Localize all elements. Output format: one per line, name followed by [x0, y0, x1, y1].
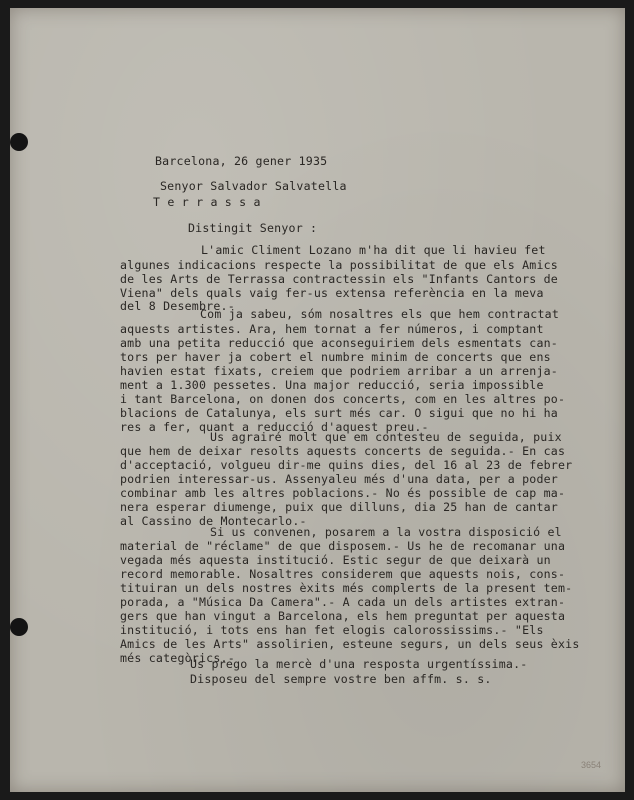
body-line: nera esperar diumenge, puix que dilluns, dia 25 han de cantar	[120, 500, 558, 514]
body-line: Com ja sabeu, sóm nosaltres els que hem contractat	[200, 307, 560, 321]
body-line: algunes indicacions respecte la possibilitat de que els Amics	[120, 258, 558, 272]
recipient-city: T e r r a s s a	[153, 195, 261, 209]
body-line: combinar amb les altres poblacions.- No és possible de cap ma-	[120, 486, 566, 500]
body-line: porada, a "Música Da Camera".- A cada un dels artistes extran-	[120, 595, 566, 609]
body-line: blacions de Catalunya, els surt més car. O sigui que no hi ha	[120, 406, 558, 420]
body-line: al Cassino de Montecarlo.-	[120, 514, 307, 528]
typed-letter	[10, 8, 625, 792]
body-line: gers que han vingut a Barcelona, els hem preguntat per aquesta	[120, 609, 566, 623]
body-line: d'acceptació, volgueu dir-me quins dies, del 16 al 23 de febrer	[120, 458, 573, 472]
body-line: ment a 1.300 pessetes. Una major reducció, seria impossible	[120, 378, 544, 392]
body-line: institució, i tots ens han fet elogis calorossissims.- "Els	[120, 623, 544, 637]
salutation: Distingit Senyor :	[188, 221, 318, 235]
letter-sheet	[10, 8, 625, 792]
body-line: de les Arts de Terrassa contractessin els "Infants Cantors de	[120, 272, 558, 286]
body-line: aquests artistes. Ara, hem tornat a fer números, i comptant	[120, 322, 544, 336]
body-line: Si us convenen, posarem a la vostra disposició el	[210, 525, 562, 539]
letter-date: Barcelona, 26 gener 1935	[155, 154, 328, 168]
body-line: del 8 Desembre.-	[120, 299, 235, 313]
body-line: i tant Barcelona, on donen dos concerts, com en les altres po-	[120, 392, 566, 406]
body-line: L'amic Climent Lozano m'ha dit que li havieu fet	[201, 243, 546, 257]
body-line: tors per haver ja cobert el numbre minim de concerts que ens	[120, 350, 551, 364]
closing-line: Disposeu del sempre vostre ben affm. s. s.	[190, 672, 492, 686]
body-line: record memorable. Nosaltres considerem que aquests nois, cons-	[120, 567, 566, 581]
body-line: Us agrairé molt que em contesteu de seguida, puix	[210, 430, 562, 444]
body-line: tituiran un dels nostres èxits més complerts de la present tem-	[120, 581, 573, 595]
recipient-name: Senyor Salvador Salvatella	[160, 179, 347, 193]
archive-number: 3654	[580, 760, 601, 770]
body-line: vegada més aquesta institució. Estic segur de que deixarà un	[120, 553, 551, 567]
body-line: Viena" dels quals vaig fer-us extensa referència en la meva	[120, 286, 544, 300]
body-line: que hem de deixar resolts aquests concerts de seguida.- En cas	[120, 444, 566, 458]
body-line: amb una petita reducció que aconseguiriem dels esmentats can-	[120, 336, 558, 350]
body-line: Amics de les Arts" assolirien, esteune segurs, un dels seus èxis	[120, 637, 580, 651]
closing-line: Us prego la mercè d'una resposta urgentíssima.-	[190, 657, 528, 671]
body-line: havien estat fixats, creiem que podriem arribar a un arrenja-	[120, 364, 558, 378]
body-line: res a fer, quant a reducció d'aquest preu.-	[120, 420, 429, 434]
body-line: podrien interessar-us. Assenyaleu més d'una data, per a poder	[120, 472, 558, 486]
body-line: material de "réclame" de que disposem.- Us he de recomanar una	[120, 539, 566, 553]
body-line: més categòrics.-	[120, 651, 235, 665]
